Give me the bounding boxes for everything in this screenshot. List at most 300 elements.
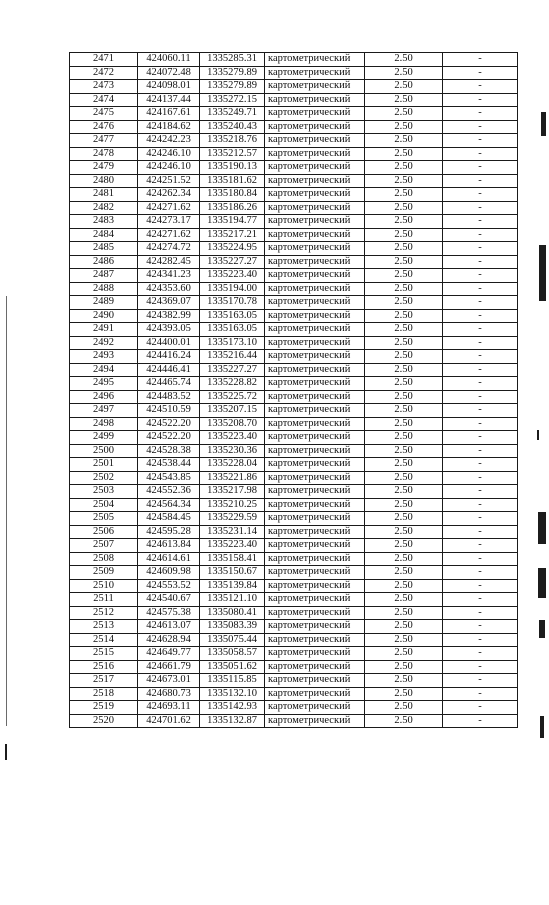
accuracy-cell: 2.50 xyxy=(365,350,443,364)
description-cell: - xyxy=(443,350,518,364)
y-coordinate-cell: 1335223.40 xyxy=(200,431,265,445)
table-row xyxy=(70,107,518,121)
accuracy-cell: 2.50 xyxy=(365,458,443,472)
method-cell: картометрический xyxy=(265,390,365,404)
method-cell: картометрический xyxy=(265,336,365,350)
y-coordinate-cell: 1335190.13 xyxy=(200,161,265,175)
point-number-cell: 2480 xyxy=(70,174,138,188)
description-cell: - xyxy=(443,363,518,377)
table-row xyxy=(70,444,518,458)
accuracy-cell: 2.50 xyxy=(365,471,443,485)
accuracy-cell: 2.50 xyxy=(365,566,443,580)
x-coordinate-cell: 424680.73 xyxy=(138,687,200,701)
accuracy-cell: 2.50 xyxy=(365,701,443,715)
accuracy-cell: 2.50 xyxy=(365,647,443,661)
description-cell: - xyxy=(443,647,518,661)
accuracy-cell: 2.50 xyxy=(365,404,443,418)
x-coordinate-cell: 424628.94 xyxy=(138,633,200,647)
x-coordinate-cell: 424614.61 xyxy=(138,552,200,566)
table-row xyxy=(70,458,518,472)
table-row xyxy=(70,485,518,499)
x-coordinate-cell: 424273.17 xyxy=(138,215,200,229)
accuracy-cell: 2.50 xyxy=(365,444,443,458)
x-coordinate-cell: 424369.07 xyxy=(138,296,200,310)
y-coordinate-cell: 1335194.77 xyxy=(200,215,265,229)
method-cell: картометрический xyxy=(265,471,365,485)
description-cell: - xyxy=(443,404,518,418)
accuracy-cell: 2.50 xyxy=(365,336,443,350)
y-coordinate-cell: 1335285.31 xyxy=(200,53,265,67)
y-coordinate-cell: 1335163.05 xyxy=(200,323,265,337)
description-cell: - xyxy=(443,701,518,715)
accuracy-cell: 2.50 xyxy=(365,606,443,620)
description-cell: - xyxy=(443,309,518,323)
x-coordinate-cell: 424446.41 xyxy=(138,363,200,377)
x-coordinate-cell: 424661.79 xyxy=(138,660,200,674)
y-coordinate-cell: 1335228.04 xyxy=(200,458,265,472)
accuracy-cell: 2.50 xyxy=(365,431,443,445)
accuracy-cell: 2.50 xyxy=(365,228,443,242)
y-coordinate-cell: 1335225.72 xyxy=(200,390,265,404)
accuracy-cell: 2.50 xyxy=(365,390,443,404)
accuracy-cell: 2.50 xyxy=(365,309,443,323)
point-number-cell: 2471 xyxy=(70,53,138,67)
table-row xyxy=(70,134,518,148)
y-coordinate-cell: 1335115.85 xyxy=(200,674,265,688)
table-row xyxy=(70,647,518,661)
y-coordinate-cell: 1335158.41 xyxy=(200,552,265,566)
y-coordinate-cell: 1335221.86 xyxy=(200,471,265,485)
point-number-cell: 2487 xyxy=(70,269,138,283)
y-coordinate-cell: 1335186.26 xyxy=(200,201,265,215)
point-number-cell: 2482 xyxy=(70,201,138,215)
x-coordinate-cell: 424393.05 xyxy=(138,323,200,337)
scan-artifact xyxy=(538,568,546,598)
description-cell: - xyxy=(443,120,518,134)
point-number-cell: 2514 xyxy=(70,633,138,647)
x-coordinate-cell: 424242.23 xyxy=(138,134,200,148)
method-cell: картометрический xyxy=(265,161,365,175)
accuracy-cell: 2.50 xyxy=(365,498,443,512)
description-cell: - xyxy=(443,458,518,472)
method-cell: картометрический xyxy=(265,242,365,256)
accuracy-cell: 2.50 xyxy=(365,296,443,310)
y-coordinate-cell: 1335080.41 xyxy=(200,606,265,620)
method-cell: картометрический xyxy=(265,431,365,445)
accuracy-cell: 2.50 xyxy=(365,255,443,269)
y-coordinate-cell: 1335223.40 xyxy=(200,539,265,553)
method-cell: картометрический xyxy=(265,512,365,526)
point-number-cell: 2483 xyxy=(70,215,138,229)
description-cell: - xyxy=(443,255,518,269)
accuracy-cell: 2.50 xyxy=(365,660,443,674)
point-number-cell: 2515 xyxy=(70,647,138,661)
x-coordinate-cell: 424251.52 xyxy=(138,174,200,188)
point-number-cell: 2505 xyxy=(70,512,138,526)
point-number-cell: 2494 xyxy=(70,363,138,377)
accuracy-cell: 2.50 xyxy=(365,66,443,80)
method-cell: картометрический xyxy=(265,633,365,647)
table-row xyxy=(70,471,518,485)
table-row xyxy=(70,188,518,202)
accuracy-cell: 2.50 xyxy=(365,269,443,283)
y-coordinate-cell: 1335163.05 xyxy=(200,309,265,323)
description-cell: - xyxy=(443,161,518,175)
y-coordinate-cell: 1335249.71 xyxy=(200,107,265,121)
description-cell: - xyxy=(443,620,518,634)
x-coordinate-cell: 424483.52 xyxy=(138,390,200,404)
table-row xyxy=(70,350,518,364)
scan-edge-line xyxy=(6,296,7,726)
accuracy-cell: 2.50 xyxy=(365,377,443,391)
accuracy-cell: 2.50 xyxy=(365,593,443,607)
method-cell: картометрический xyxy=(265,66,365,80)
description-cell: - xyxy=(443,498,518,512)
x-coordinate-cell: 424595.28 xyxy=(138,525,200,539)
method-cell: картометрический xyxy=(265,215,365,229)
x-coordinate-cell: 424584.45 xyxy=(138,512,200,526)
x-coordinate-cell: 424701.62 xyxy=(138,714,200,728)
y-coordinate-cell: 1335228.82 xyxy=(200,377,265,391)
method-cell: картометрический xyxy=(265,228,365,242)
point-number-cell: 2520 xyxy=(70,714,138,728)
y-coordinate-cell: 1335083.39 xyxy=(200,620,265,634)
coordinates-table xyxy=(69,52,518,728)
accuracy-cell: 2.50 xyxy=(365,539,443,553)
x-coordinate-cell: 424649.77 xyxy=(138,647,200,661)
point-number-cell: 2478 xyxy=(70,147,138,161)
description-cell: - xyxy=(443,215,518,229)
method-cell: картометрический xyxy=(265,255,365,269)
accuracy-cell: 2.50 xyxy=(365,714,443,728)
method-cell: картометрический xyxy=(265,309,365,323)
y-coordinate-cell: 1335217.98 xyxy=(200,485,265,499)
y-coordinate-cell: 1335229.59 xyxy=(200,512,265,526)
point-number-cell: 2516 xyxy=(70,660,138,674)
description-cell: - xyxy=(443,228,518,242)
y-coordinate-cell: 1335207.15 xyxy=(200,404,265,418)
description-cell: - xyxy=(443,282,518,296)
description-cell: - xyxy=(443,296,518,310)
y-coordinate-cell: 1335058.57 xyxy=(200,647,265,661)
table-row xyxy=(70,255,518,269)
method-cell: картометрический xyxy=(265,620,365,634)
method-cell: картометрический xyxy=(265,350,365,364)
x-coordinate-cell: 424609.98 xyxy=(138,566,200,580)
point-number-cell: 2484 xyxy=(70,228,138,242)
description-cell: - xyxy=(443,566,518,580)
scan-artifact xyxy=(540,716,544,738)
y-coordinate-cell: 1335181.62 xyxy=(200,174,265,188)
table-row xyxy=(70,161,518,175)
y-coordinate-cell: 1335170.78 xyxy=(200,296,265,310)
table-row xyxy=(70,404,518,418)
method-cell: картометрический xyxy=(265,701,365,715)
x-coordinate-cell: 424271.62 xyxy=(138,228,200,242)
method-cell: картометрический xyxy=(265,525,365,539)
table-row xyxy=(70,363,518,377)
table-row xyxy=(70,390,518,404)
table-row xyxy=(70,431,518,445)
table-row xyxy=(70,215,518,229)
accuracy-cell: 2.50 xyxy=(365,417,443,431)
x-coordinate-cell: 424167.61 xyxy=(138,107,200,121)
x-coordinate-cell: 424137.44 xyxy=(138,93,200,107)
accuracy-cell: 2.50 xyxy=(365,552,443,566)
accuracy-cell: 2.50 xyxy=(365,53,443,67)
accuracy-cell: 2.50 xyxy=(365,687,443,701)
method-cell: картометрический xyxy=(265,120,365,134)
point-number-cell: 2501 xyxy=(70,458,138,472)
point-number-cell: 2491 xyxy=(70,323,138,337)
accuracy-cell: 2.50 xyxy=(365,620,443,634)
point-number-cell: 2507 xyxy=(70,539,138,553)
description-cell: - xyxy=(443,66,518,80)
method-cell: картометрический xyxy=(265,674,365,688)
description-cell: - xyxy=(443,134,518,148)
point-number-cell: 2503 xyxy=(70,485,138,499)
table-row xyxy=(70,633,518,647)
x-coordinate-cell: 424382.99 xyxy=(138,309,200,323)
y-coordinate-cell: 1335194.00 xyxy=(200,282,265,296)
point-number-cell: 2511 xyxy=(70,593,138,607)
description-cell: - xyxy=(443,633,518,647)
y-coordinate-cell: 1335231.14 xyxy=(200,525,265,539)
point-number-cell: 2479 xyxy=(70,161,138,175)
description-cell: - xyxy=(443,431,518,445)
x-coordinate-cell: 424274.72 xyxy=(138,242,200,256)
table-row xyxy=(70,417,518,431)
point-number-cell: 2517 xyxy=(70,674,138,688)
method-cell: картометрический xyxy=(265,53,365,67)
description-cell: - xyxy=(443,269,518,283)
table-row xyxy=(70,66,518,80)
accuracy-cell: 2.50 xyxy=(365,282,443,296)
method-cell: картометрический xyxy=(265,296,365,310)
x-coordinate-cell: 424341.23 xyxy=(138,269,200,283)
y-coordinate-cell: 1335223.40 xyxy=(200,269,265,283)
table-row xyxy=(70,579,518,593)
x-coordinate-cell: 424098.01 xyxy=(138,80,200,94)
point-number-cell: 2502 xyxy=(70,471,138,485)
x-coordinate-cell: 424060.11 xyxy=(138,53,200,67)
accuracy-cell: 2.50 xyxy=(365,161,443,175)
method-cell: картометрический xyxy=(265,579,365,593)
table-row xyxy=(70,552,518,566)
description-cell: - xyxy=(443,593,518,607)
point-number-cell: 2485 xyxy=(70,242,138,256)
point-number-cell: 2481 xyxy=(70,188,138,202)
x-coordinate-cell: 424538.44 xyxy=(138,458,200,472)
x-coordinate-cell: 424246.10 xyxy=(138,147,200,161)
x-coordinate-cell: 424416.24 xyxy=(138,350,200,364)
description-cell: - xyxy=(443,606,518,620)
accuracy-cell: 2.50 xyxy=(365,215,443,229)
method-cell: картометрический xyxy=(265,282,365,296)
point-number-cell: 2518 xyxy=(70,687,138,701)
description-cell: - xyxy=(443,579,518,593)
y-coordinate-cell: 1335208.70 xyxy=(200,417,265,431)
y-coordinate-cell: 1335224.95 xyxy=(200,242,265,256)
scan-artifact xyxy=(5,744,7,760)
x-coordinate-cell: 424553.52 xyxy=(138,579,200,593)
x-coordinate-cell: 424400.01 xyxy=(138,336,200,350)
description-cell: - xyxy=(443,147,518,161)
x-coordinate-cell: 424528.38 xyxy=(138,444,200,458)
accuracy-cell: 2.50 xyxy=(365,80,443,94)
accuracy-cell: 2.50 xyxy=(365,201,443,215)
x-coordinate-cell: 424552.36 xyxy=(138,485,200,499)
table-row xyxy=(70,714,518,728)
table-row xyxy=(70,147,518,161)
table-row xyxy=(70,80,518,94)
table-row xyxy=(70,93,518,107)
x-coordinate-cell: 424262.34 xyxy=(138,188,200,202)
description-cell: - xyxy=(443,687,518,701)
accuracy-cell: 2.50 xyxy=(365,147,443,161)
table-row xyxy=(70,687,518,701)
method-cell: картометрический xyxy=(265,417,365,431)
description-cell: - xyxy=(443,444,518,458)
accuracy-cell: 2.50 xyxy=(365,93,443,107)
description-cell: - xyxy=(443,377,518,391)
y-coordinate-cell: 1335227.27 xyxy=(200,363,265,377)
table-row xyxy=(70,377,518,391)
y-coordinate-cell: 1335272.15 xyxy=(200,93,265,107)
table-row xyxy=(70,336,518,350)
accuracy-cell: 2.50 xyxy=(365,674,443,688)
method-cell: картометрический xyxy=(265,539,365,553)
y-coordinate-cell: 1335132.10 xyxy=(200,687,265,701)
accuracy-cell: 2.50 xyxy=(365,512,443,526)
point-number-cell: 2492 xyxy=(70,336,138,350)
description-cell: - xyxy=(443,242,518,256)
y-coordinate-cell: 1335218.76 xyxy=(200,134,265,148)
y-coordinate-cell: 1335139.84 xyxy=(200,579,265,593)
table-row xyxy=(70,296,518,310)
point-number-cell: 2493 xyxy=(70,350,138,364)
method-cell: картометрический xyxy=(265,93,365,107)
table-row xyxy=(70,593,518,607)
x-coordinate-cell: 424510.59 xyxy=(138,404,200,418)
method-cell: картометрический xyxy=(265,687,365,701)
point-number-cell: 2477 xyxy=(70,134,138,148)
point-number-cell: 2488 xyxy=(70,282,138,296)
description-cell: - xyxy=(443,336,518,350)
method-cell: картометрический xyxy=(265,201,365,215)
point-number-cell: 2506 xyxy=(70,525,138,539)
x-coordinate-cell: 424673.01 xyxy=(138,674,200,688)
method-cell: картометрический xyxy=(265,134,365,148)
point-number-cell: 2519 xyxy=(70,701,138,715)
point-number-cell: 2513 xyxy=(70,620,138,634)
y-coordinate-cell: 1335173.10 xyxy=(200,336,265,350)
description-cell: - xyxy=(443,188,518,202)
x-coordinate-cell: 424540.67 xyxy=(138,593,200,607)
y-coordinate-cell: 1335279.89 xyxy=(200,66,265,80)
x-coordinate-cell: 424465.74 xyxy=(138,377,200,391)
scan-artifact xyxy=(541,112,546,136)
description-cell: - xyxy=(443,674,518,688)
accuracy-cell: 2.50 xyxy=(365,134,443,148)
method-cell: картометрический xyxy=(265,107,365,121)
point-number-cell: 2496 xyxy=(70,390,138,404)
y-coordinate-cell: 1335150.67 xyxy=(200,566,265,580)
table-row xyxy=(70,701,518,715)
description-cell: - xyxy=(443,53,518,67)
description-cell: - xyxy=(443,539,518,553)
point-number-cell: 2473 xyxy=(70,80,138,94)
point-number-cell: 2500 xyxy=(70,444,138,458)
method-cell: картометрический xyxy=(265,593,365,607)
point-number-cell: 2504 xyxy=(70,498,138,512)
x-coordinate-cell: 424613.07 xyxy=(138,620,200,634)
accuracy-cell: 2.50 xyxy=(365,633,443,647)
y-coordinate-cell: 1335227.27 xyxy=(200,255,265,269)
method-cell: картометрический xyxy=(265,566,365,580)
accuracy-cell: 2.50 xyxy=(365,107,443,121)
point-number-cell: 2508 xyxy=(70,552,138,566)
method-cell: картометрический xyxy=(265,269,365,283)
x-coordinate-cell: 424522.20 xyxy=(138,417,200,431)
table-row xyxy=(70,323,518,337)
x-coordinate-cell: 424693.11 xyxy=(138,701,200,715)
x-coordinate-cell: 424271.62 xyxy=(138,201,200,215)
method-cell: картометрический xyxy=(265,485,365,499)
table-row xyxy=(70,620,518,634)
description-cell: - xyxy=(443,174,518,188)
y-coordinate-cell: 1335212.57 xyxy=(200,147,265,161)
accuracy-cell: 2.50 xyxy=(365,363,443,377)
point-number-cell: 2498 xyxy=(70,417,138,431)
method-cell: картометрический xyxy=(265,444,365,458)
table-row xyxy=(70,174,518,188)
description-cell: - xyxy=(443,525,518,539)
x-coordinate-cell: 424613.84 xyxy=(138,539,200,553)
method-cell: картометрический xyxy=(265,660,365,674)
description-cell: - xyxy=(443,390,518,404)
point-number-cell: 2495 xyxy=(70,377,138,391)
point-number-cell: 2486 xyxy=(70,255,138,269)
description-cell: - xyxy=(443,471,518,485)
y-coordinate-cell: 1335210.25 xyxy=(200,498,265,512)
x-coordinate-cell: 424543.85 xyxy=(138,471,200,485)
x-coordinate-cell: 424522.20 xyxy=(138,431,200,445)
point-number-cell: 2474 xyxy=(70,93,138,107)
point-number-cell: 2497 xyxy=(70,404,138,418)
y-coordinate-cell: 1335121.10 xyxy=(200,593,265,607)
x-coordinate-cell: 424184.62 xyxy=(138,120,200,134)
method-cell: картометрический xyxy=(265,80,365,94)
table-row xyxy=(70,282,518,296)
point-number-cell: 2509 xyxy=(70,566,138,580)
point-number-cell: 2499 xyxy=(70,431,138,445)
method-cell: картометрический xyxy=(265,147,365,161)
table-row xyxy=(70,606,518,620)
accuracy-cell: 2.50 xyxy=(365,323,443,337)
method-cell: картометрический xyxy=(265,647,365,661)
y-coordinate-cell: 1335240.43 xyxy=(200,120,265,134)
method-cell: картометрический xyxy=(265,323,365,337)
accuracy-cell: 2.50 xyxy=(365,188,443,202)
method-cell: картометрический xyxy=(265,606,365,620)
description-cell: - xyxy=(443,714,518,728)
table-row xyxy=(70,566,518,580)
description-cell: - xyxy=(443,660,518,674)
y-coordinate-cell: 1335279.89 xyxy=(200,80,265,94)
table-row xyxy=(70,512,518,526)
table-row xyxy=(70,53,518,67)
